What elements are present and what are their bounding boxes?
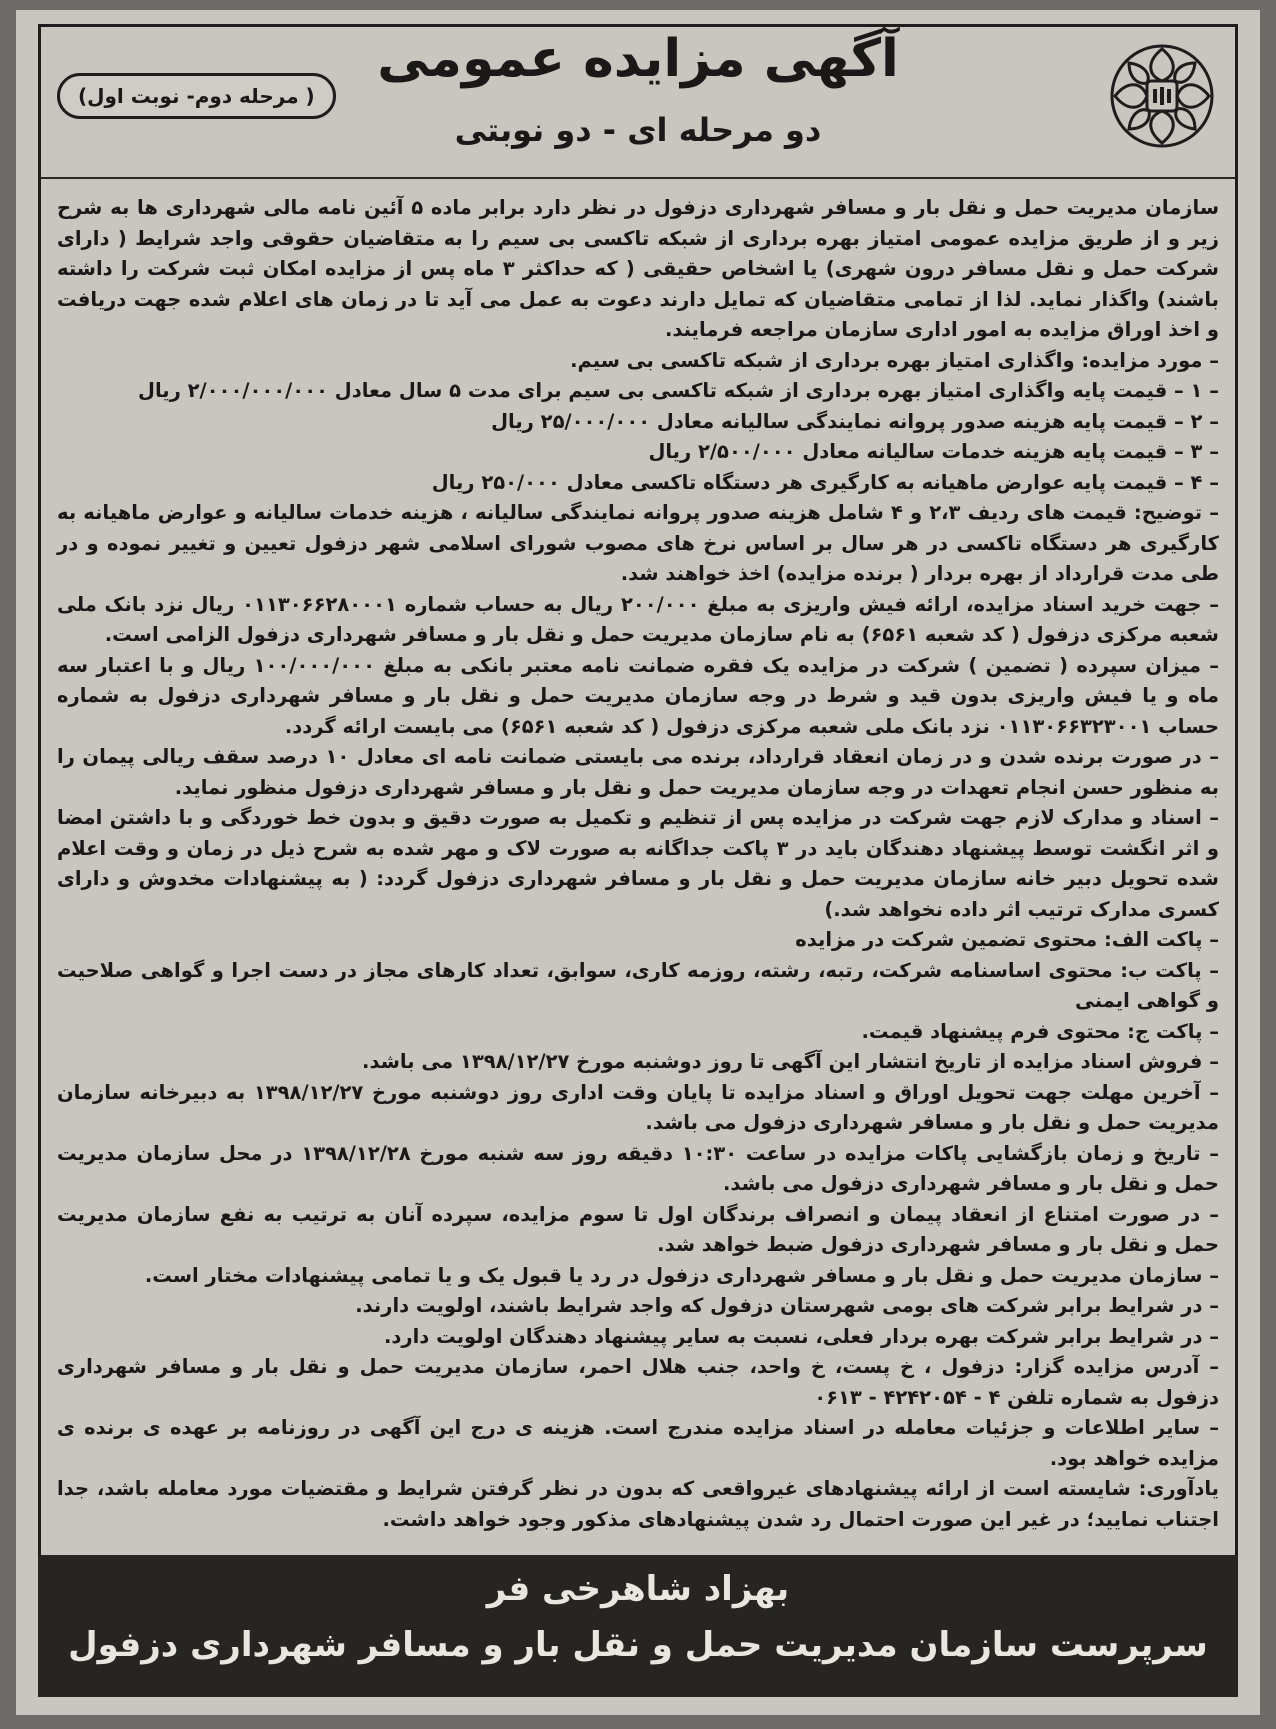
base-price-item-4: – ۴ – قیمت پایه عوارض ماهیانه به کارگیری هر دستگاه تاکسی معادل ۲۵۰/۰۰۰ ریال — [431, 470, 1219, 494]
address-paragraph: – آدرس مزایده گزار: دزفول ، خ پست، خ واحد، جنب هلال احمر، سازمان مدیریت حمل و نقل بار و مسافر شهرداری دزفول به شماره تلفن ۴ - ۴۲۴۲۰۵۴ - ۰۶۱۳ — [57, 1355, 1219, 1409]
base-price-item-2: – ۲ – قیمت پایه هزینه صدور پروانه نمایندگی سالیانه معادل ۲۵/۰۰۰/۰۰۰ ریال — [491, 409, 1219, 433]
intro-paragraph: سازمان مدیریت حمل و نقل بار و مسافر شهرداری دزفول در نظر دارد برابر ماده ۵ آئین نامه مالی شهرداری ها به شرح زیر و از طریق مزایده عمومی امتیاز بهره برداری از شبکه تاکسی بی سیم را به متقاضیان حقوقی واجد شرایط ( دارای شرکت حمل و نقل مسافر درون شهری) یا اشخاص حقیقی ( که حداکثر ۳ ماه پس از مزایده امکان ثبت شرکت را داشته باشند) واگذار نماید. لذا از تمامی متقاضیان که تمایل دارند دعوت به عمل می آید تا در زمان های اعلام شده جهت دریافت و اخذ اوراق مزایده به امور اداری سازمان مراجعه فرمایند. — [57, 196, 1219, 341]
sale-period-paragraph: – فروش اسناد مزایده از تاریخ انتشار این آگهی تا روز دوشنبه مورخ ۱۳۹۸/۱۲/۲۷ می باشد. — [362, 1050, 1219, 1073]
current-operator-priority-paragraph: – در شرایط برابر شرکت بهره بردار فعلی، نسبت به سایر پیشنهاد دهندگان اولویت دارد. — [383, 1324, 1219, 1348]
base-price-item-3: – ۳ – قیمت پایه هزینه خدمات سالیانه معادل ۲/۵۰۰/۰۰۰ ریال — [648, 440, 1219, 463]
notice-frame — [38, 24, 1238, 1697]
signature-footer — [38, 1555, 1238, 1697]
submission-paragraph: – اسناد و مدارک لازم جهت شرکت در مزایده پس از تنظیم و تکمیل به صورت دقیق و بدون خط خوردگی و با داشتن امضا و اثر انگشت توسط پیشنهاد دهندگان باید در ۳ پاکت جداگانه به صورت لاک و مهر شده به شرح ذیل در زمان و وقت اعلام شده تحویل دبیر خانه سازمان مدیریت حمل و نقل بار و مسافر شهرداری دزفول گردد: ( به پیشنهادات مخدوش و دارای کسری مدارک ترتیب اثر داده نخواهد شد.) — [57, 806, 1219, 921]
base-price-item-1: – ۱ – قیمت پایه واگذاری امتیاز بهره برداری از شبکه تاکسی بی سیم برای مدت ۵ سال معادل ۲/۰۰۰/۰۰۰/۰۰۰ ریال — [138, 379, 1219, 402]
reminder-paragraph: یادآوری: شایسته است از ارائه پیشنهادهای غیرواقعی که بدون در نظر گرفتن شرایط و مقتضیات مورد معامله باشد، جدا اجتناب نمایید؛ در غیر این صورت احتمال رد شدن پیشنهادهای مذکور وجود خواهد داشت. — [57, 1477, 1219, 1531]
explanation-paragraph: – توضیح: قیمت های ردیف ۲،۳ و ۴ شامل هزینه صدور پروانه نمایندگی سالیانه ، هزینه خدمات سالیانه و عوارض ماهیانه به کارگیری هر دستگاه تاکسی در هر سال بر اساس نرخ های مصوب شورای اسلامی شهر دزفول تعیین و تغییر نموده و در طی مدت قرارداد از بهره بردار ( برنده مزایده) اخذ خواهند شد. — [57, 501, 1219, 585]
forfeit-paragraph: – در صورت امتناع از انعقاد پیمان و انصراف برندگان اول تا سوم مزایده، سپرده آنان به ترتیب به نفع سازمان مدیریت حمل و نقل بار و مسافر شهرداری دزفول ضبط خواهد شد. — [57, 1202, 1219, 1256]
notice-subtitle: دو مرحله ای - دو نوبتی — [454, 111, 822, 149]
document-purchase-paragraph: – جهت خرید اسناد مزایده، ارائه فیش واریزی به مبلغ ۲۰۰/۰۰۰ ریال به حساب شماره ۰۱۱۳۰۶۶۲۸۰۰۰۱ ریال نزد بانک ملی شعبه مرکزی دزفول ( کد شعبه ۶۵۶۱) به نام سازمان مدیریت حمل و نقل بار و مسافر شهرداری دزفول الزامی است. — [57, 592, 1219, 646]
local-priority-paragraph: – در شرایط برابر شرکت های بومی شهرستان دزفول که واجد شرایط باشند، اولویت دارند. — [355, 1294, 1219, 1317]
notice-title: آگهی مزایده عمومی — [377, 29, 899, 89]
stage-badge: ( مرحله دوم- نوبت اول) — [57, 73, 336, 119]
notice-body — [41, 179, 1235, 1535]
opening-date-paragraph: – تاریخ و زمان بازگشایی پاکات مزایده در ساعت ۱۰:۳۰ دقیقه روز سه شنبه مورخ ۱۳۹۸/۱۲/۲۸ در محل سازمان مدیریت حمل و نقل بار و مسافر شهرداری دزفول می باشد. — [57, 1141, 1220, 1195]
auction-subject: – مورد مزایده: واگذاری امتیاز بهره برداری از شبکه تاکسی بی سیم. — [570, 348, 1219, 372]
signatory-title: سرپرست سازمان مدیریت حمل و نقل بار و مسافر شهرداری دزفول — [68, 1625, 1208, 1665]
deposit-paragraph: – میزان سپرده ( تضمین ) شرکت در مزایده یک فقره ضمانت نامه معتبر بانکی به مبلغ ۱۰۰/۰۰۰/۰۰۰ ریال و با اعتبار سه ماه و یا فیش واریزی بدون قید و شرط در وجه سازمان مدیریت حمل و نقل بار و مسافر شهرداری دزفول به شماره حساب ۰۱۱۳۰۶۶۳۲۳۰۰۱ نزد بانک ملی شعبه مرکزی دزفول ( کد شعبه ۶۵۶۱) می بایست ارائه گردد. — [57, 653, 1219, 738]
newspaper-page — [16, 10, 1260, 1715]
municipality-emblem-icon — [1107, 41, 1217, 151]
signatory-name: بهزاد شاهرخی فر — [486, 1569, 790, 1609]
envelope-b: – پاکت ب: محتوی اساسنامه شرکت، رتبه، رشته، روزمه کاری، سوابق، تعداد کارهای مجاز در دست اجرا و گواهی صلاحیت و گواهی ایمنی — [57, 958, 1219, 1012]
notice-header — [41, 27, 1235, 179]
performance-guarantee-paragraph: – در صورت برنده شدن و در زمان انعقاد قرارداد، برنده می بایستی ضمانت نامه ای معادل ۱۰ درصد سقف ریالی پیمان را به منظور حسن انجام تعهدات در وجه سازمان مدیریت حمل و نقل بار و مسافر شهرداری دزفول منظور نماید. — [57, 745, 1219, 799]
rejection-right-paragraph: – سازمان مدیریت حمل و نقل بار و مسافر شهرداری دزفول در رد یا قبول یک و یا تمامی پیشنهادات مختار است. — [144, 1263, 1219, 1287]
other-info-paragraph: – سایر اطلاعات و جزئیات معامله در اسناد مزایده مندرج است. هزینه ی درج این آگهی در روزنامه بر عهده ی برنده ی مزایده خواهد بود. — [57, 1416, 1219, 1470]
envelope-a: – پاکت الف: محتوی تضمین شرکت در مزایده — [795, 928, 1219, 951]
deadline-paragraph: – آخرین مهلت جهت تحویل اوراق و اسناد مزایده تا پایان وقت اداری روز دوشنبه مورخ ۱۳۹۸/۱۲/۲۷ به دبیرخانه سازمان مدیریت حمل و نقل بار و مسافر شهرداری دزفول می باشد. — [57, 1080, 1219, 1134]
envelope-c: – پاکت ج: محتوی فرم پیشنهاد قیمت. — [861, 1019, 1219, 1043]
